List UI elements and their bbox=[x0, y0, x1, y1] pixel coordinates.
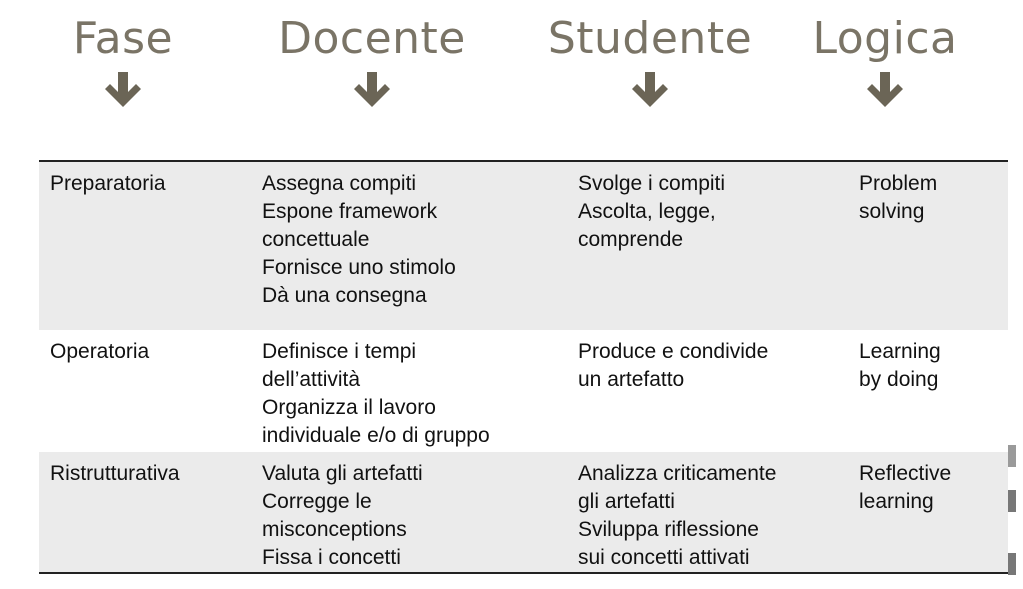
cell-line: Learning bbox=[859, 340, 941, 363]
cell-studente bbox=[578, 452, 859, 582]
header-studente-label: Studente bbox=[547, 13, 753, 64]
arrow-down-icon bbox=[103, 70, 143, 110]
header-fase bbox=[58, 14, 188, 110]
cell-line: Ascolta, legge, bbox=[578, 200, 716, 223]
cell-fase bbox=[39, 452, 262, 498]
cell-line: sui concetti attivati bbox=[578, 546, 750, 569]
arrow-down-icon bbox=[865, 70, 905, 110]
cell-line: Reflective bbox=[859, 462, 952, 485]
cell-line: solving bbox=[859, 200, 925, 223]
cell-line: Valuta gli artefatti bbox=[262, 462, 423, 485]
header-logica bbox=[800, 14, 970, 110]
cell-line: Corregge le bbox=[262, 490, 372, 513]
cell-fase bbox=[39, 162, 262, 208]
cell-line: by doing bbox=[859, 368, 939, 391]
cell-line: Produce e condivide bbox=[578, 340, 769, 363]
column-headers bbox=[0, 0, 1023, 120]
table-row bbox=[39, 162, 1008, 330]
cell-line: concettuale bbox=[262, 228, 370, 251]
cell-line: Espone framework bbox=[262, 200, 438, 223]
cell-line: dell’attività bbox=[262, 368, 361, 391]
edge-mark bbox=[1008, 553, 1016, 575]
cell-line: Problem bbox=[859, 172, 938, 195]
cell-line: misconceptions bbox=[262, 518, 407, 541]
header-fase-label: Fase bbox=[72, 13, 174, 64]
cell-line: learning bbox=[859, 490, 934, 513]
cell-line: Svolge i compiti bbox=[578, 172, 726, 195]
header-docente bbox=[262, 14, 482, 110]
cell-line: Dà una consegna bbox=[262, 284, 427, 307]
cell-docente bbox=[262, 162, 578, 320]
cell-line: Operatoria bbox=[50, 340, 150, 363]
table-row bbox=[39, 452, 1008, 572]
cell-docente bbox=[262, 330, 578, 460]
cell-line: Assegna compiti bbox=[262, 172, 417, 195]
arrow-down-icon bbox=[630, 70, 670, 110]
cell-line: Preparatoria bbox=[50, 172, 166, 195]
cell-line: Definisce i tempi bbox=[262, 340, 417, 363]
cell-line: Fissa i concetti bbox=[262, 546, 401, 569]
cell-line: Organizza il lavoro bbox=[262, 396, 436, 419]
cell-logica bbox=[859, 162, 1008, 236]
cell-line: individuale e/o di gruppo bbox=[262, 424, 490, 447]
cell-line: gli artefatti bbox=[578, 490, 675, 513]
cell-studente bbox=[578, 162, 859, 264]
cell-docente bbox=[262, 452, 578, 582]
cell-line: Ristrutturativa bbox=[50, 462, 180, 485]
phases-table bbox=[39, 160, 1008, 574]
arrow-down-icon bbox=[352, 70, 392, 110]
cell-line: Fornisce uno stimolo bbox=[262, 256, 456, 279]
cell-studente bbox=[578, 330, 859, 404]
header-docente-label: Docente bbox=[278, 13, 466, 64]
edge-mark bbox=[1008, 445, 1016, 467]
cell-line: comprende bbox=[578, 228, 684, 251]
cell-logica bbox=[859, 330, 1008, 404]
table-row bbox=[39, 330, 1008, 452]
header-studente bbox=[530, 14, 770, 110]
edge-mark bbox=[1008, 490, 1016, 512]
cell-fase bbox=[39, 330, 262, 376]
header-logica-label: Logica bbox=[812, 13, 958, 64]
cell-line: Sviluppa riflessione bbox=[578, 518, 759, 541]
cell-line: un artefatto bbox=[578, 368, 685, 391]
cell-logica bbox=[859, 452, 1008, 526]
cell-line: Analizza criticamente bbox=[578, 462, 777, 485]
